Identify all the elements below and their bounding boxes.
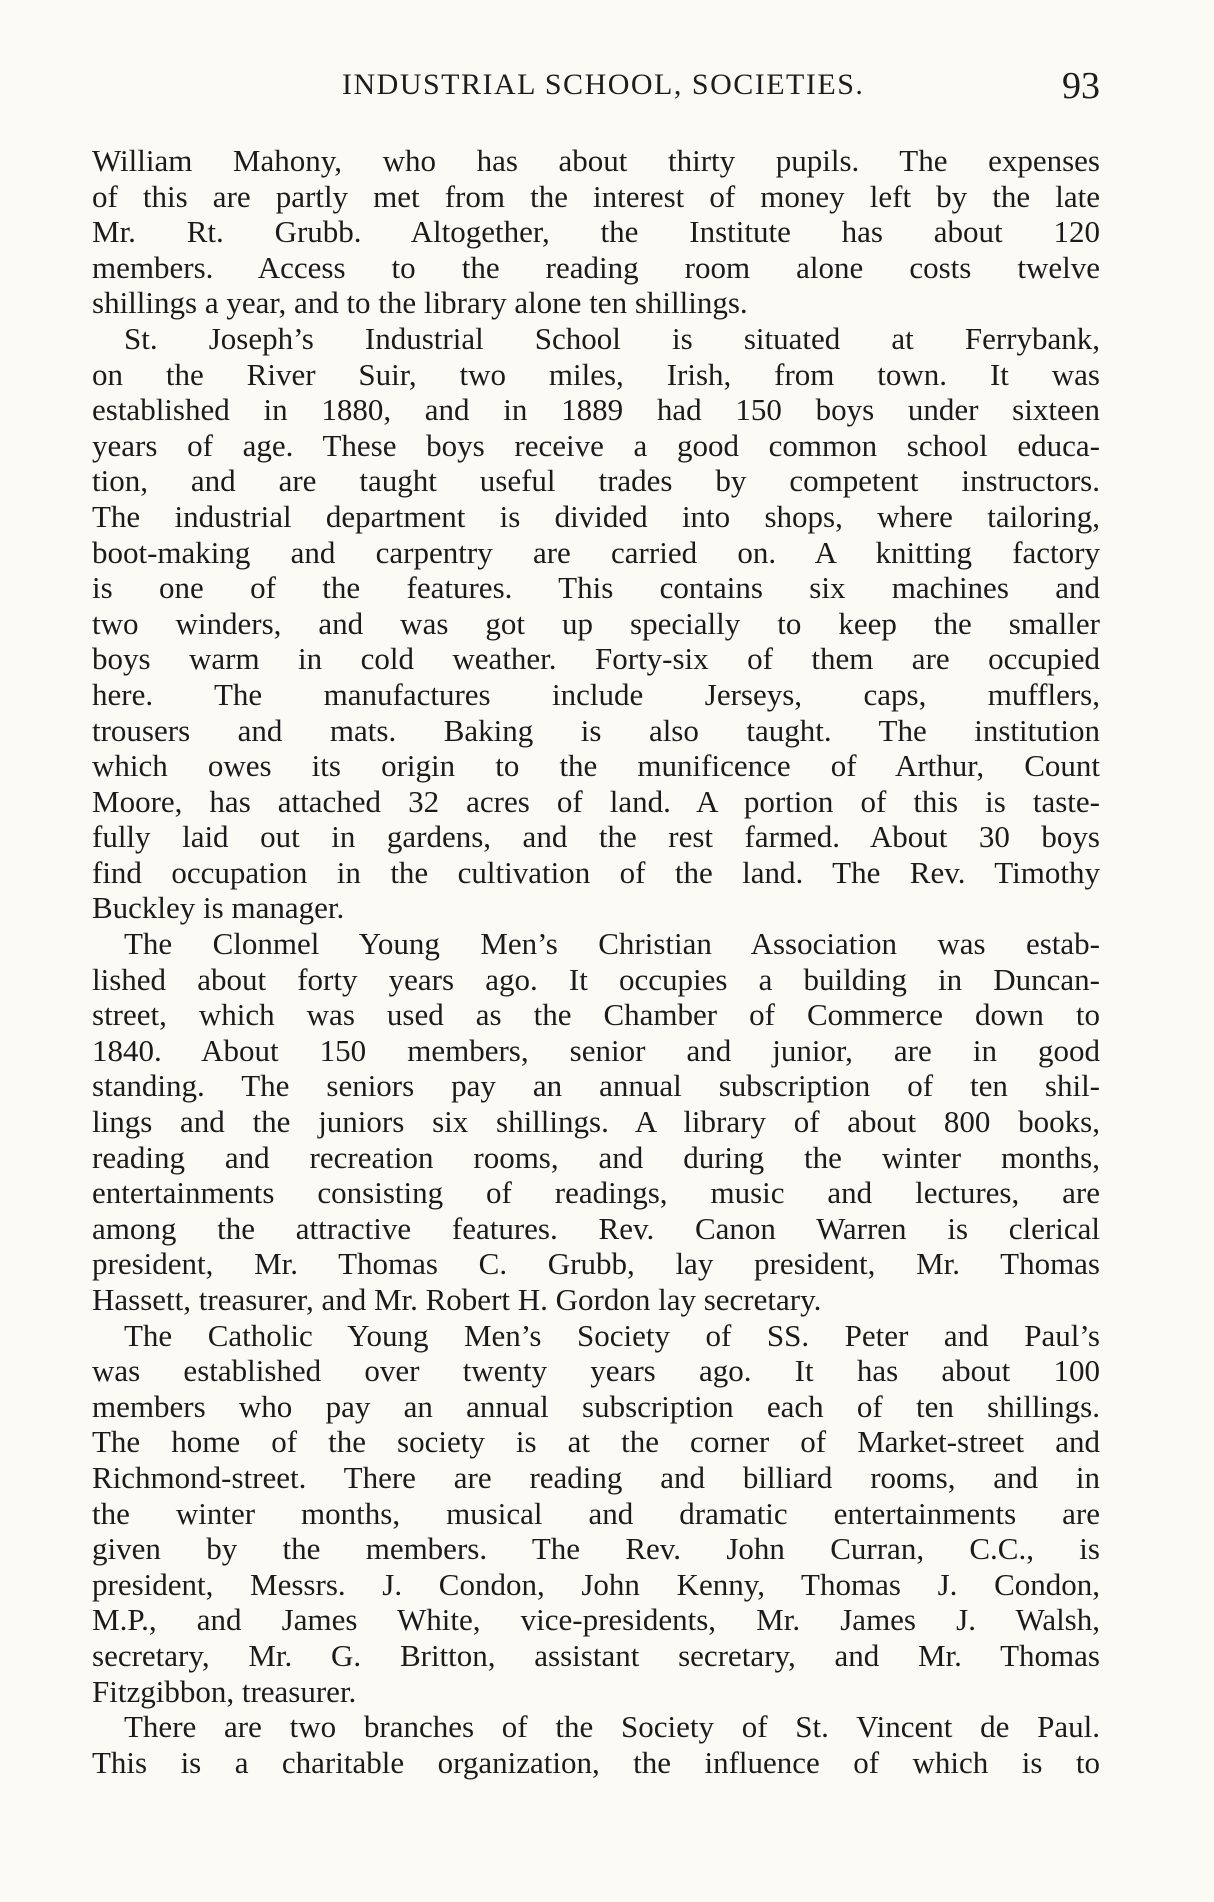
text-line: on the River Suir, two miles, Irish, from town. It was xyxy=(92,356,1100,392)
paragraph-catholic-society xyxy=(92,1318,1100,1710)
text-line: The industrial department is divided into shops, where tailoring, xyxy=(92,498,1100,534)
text-line: 1840. About 150 members, senior and junior, are in good xyxy=(92,1032,1100,1068)
text-line: reading and recreation rooms, and during the winter months, xyxy=(92,1139,1100,1175)
text-line: here. The manufactures include Jerseys, caps, mufflers, xyxy=(92,676,1100,712)
text-line: the winter months, musical and dramatic entertainments are xyxy=(92,1495,1100,1531)
text-line: St. Joseph’s Industrial School is situated at Ferrybank, xyxy=(124,320,1100,356)
text-line: M.P., and James White, vice-presidents, Mr. James J. Walsh, xyxy=(92,1602,1100,1638)
text-line: Mr. Rt. Grubb. Altogether, the Institute has about 120 xyxy=(92,214,1100,250)
text-line: The Clonmel Young Men’s Christian Association was estab- xyxy=(124,926,1100,962)
text-line: established in 1880, and in 1889 had 150 boys under sixteen xyxy=(92,392,1100,428)
text-line: Fitzgibbon, treasurer. xyxy=(92,1673,357,1709)
text-line: There are two branches of the Society of St. Vincent de Paul. xyxy=(124,1709,1100,1745)
text-line: entertainments consisting of readings, music and lectures, are xyxy=(92,1175,1100,1211)
text-line: secretary, Mr. G. Britton, assistant secretary, and Mr. Thomas xyxy=(92,1637,1100,1673)
text-line: The Catholic Young Men’s Society of SS. Peter and Paul’s xyxy=(124,1317,1100,1353)
text-line: lings and the juniors six shillings. A library of about 800 books, xyxy=(92,1104,1100,1140)
running-title: INDUSTRIAL SCHOOL, SOCIETIES. xyxy=(342,68,865,101)
text-line: boys warm in cold weather. Forty-six of them are occupied xyxy=(92,641,1100,677)
paragraph-st-vincent xyxy=(92,1709,1100,1780)
text-line: is one of the features. This contains six machines and xyxy=(92,570,1100,606)
text-line: boot-making and carpentry are carried on. A knitting factory xyxy=(92,534,1100,570)
text-line: tion, and are taught useful trades by competent instructors. xyxy=(92,463,1100,499)
text-line: president, Mr. Thomas C. Grubb, lay president, Mr. Thomas xyxy=(92,1246,1100,1282)
text-line: standing. The seniors pay an annual subscription of ten shil- xyxy=(92,1068,1100,1104)
text-line: trousers and mats. Baking is also taught. The institution xyxy=(92,712,1100,748)
text-line: of this are partly met from the interest of money left by the late xyxy=(92,178,1100,214)
page-number: 93 xyxy=(1062,65,1100,107)
text-line: This is a charitable organization, the influence of which is to xyxy=(92,1744,1100,1780)
text-line: street, which was used as the Chamber of Commerce down to xyxy=(92,997,1100,1033)
text-line: fully laid out in gardens, and the rest farmed. About 30 boys xyxy=(92,819,1100,855)
text-line: among the attractive features. Rev. Canon Warren is clerical xyxy=(92,1210,1100,1246)
text-line: find occupation in the cultivation of the land. The Rev. Timothy xyxy=(92,854,1100,890)
paragraph-st-josephs xyxy=(92,321,1100,926)
text-line: president, Messrs. J. Condon, John Kenny, Thomas J. Condon, xyxy=(92,1566,1100,1602)
text-line: Richmond-street. There are reading and billiard rooms, and in xyxy=(92,1459,1100,1495)
text-line: The home of the society is at the corner of Market-street and xyxy=(92,1424,1100,1460)
running-head xyxy=(92,64,1100,110)
text-line: shillings a year, and to the library alone ten shillings. xyxy=(92,285,748,321)
paragraph-ymca xyxy=(92,926,1100,1318)
text-line: lished about forty years ago. It occupies a building in Duncan- xyxy=(92,961,1100,997)
text-line: years of age. These boys receive a good common school educa- xyxy=(92,427,1100,463)
text-line: was established over twenty years ago. It has about 100 xyxy=(92,1353,1100,1389)
text-line: Hassett, treasurer, and Mr. Robert H. Gordon lay secretary. xyxy=(92,1282,822,1317)
text-line: two winders, and was got up specially to keep the smaller xyxy=(92,605,1100,641)
text-line: members. Access to the reading room alone costs twelve xyxy=(92,249,1100,285)
text-line: given by the members. The Rev. John Curran, C.C., is xyxy=(92,1531,1100,1567)
text-line: members who pay an annual subscription each of ten shillings. xyxy=(92,1388,1100,1424)
text-line: which owes its origin to the munificence of Arthur, Count xyxy=(92,748,1100,784)
body-text xyxy=(92,143,1100,1780)
text-line: Buckley is manager. xyxy=(92,890,345,926)
paragraph-continuation xyxy=(92,143,1100,321)
text-line: Moore, has attached 32 acres of land. A portion of this is taste- xyxy=(92,783,1100,819)
text-line: William Mahony, who has about thirty pupils. The expenses xyxy=(92,143,1100,178)
